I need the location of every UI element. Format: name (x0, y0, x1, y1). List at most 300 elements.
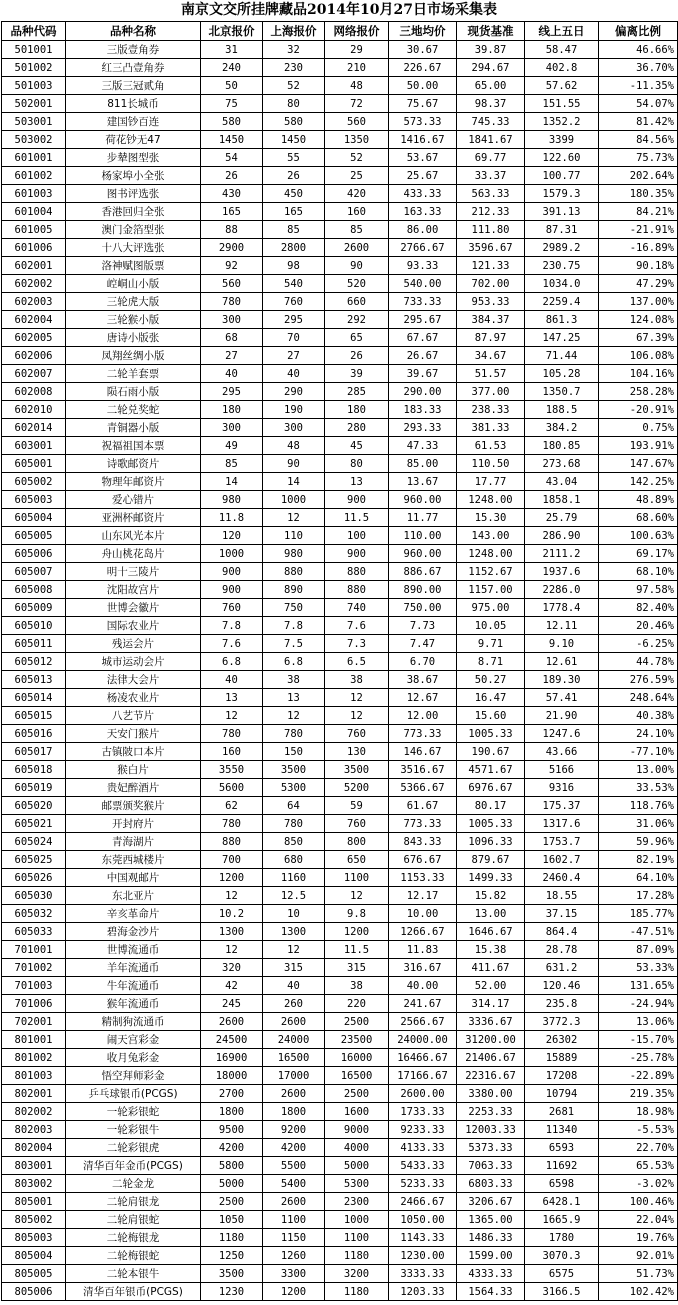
header-beijing-price: 北京报价 (201, 22, 263, 41)
cell-spot-benchmark: 1096.33 (457, 833, 525, 851)
cell-spot-benchmark: 1005.33 (457, 725, 525, 743)
cell-spot-benchmark: 1005.33 (457, 815, 525, 833)
header-spot-benchmark: 现货基准 (457, 22, 525, 41)
cell-code: 605007 (2, 563, 66, 581)
cell-beijing-price: 10.2 (201, 905, 263, 923)
cell-average-price: 40.00 (389, 977, 457, 995)
cell-average-price: 316.67 (389, 959, 457, 977)
cell-five-day-online: 1937.6 (525, 563, 599, 581)
cell-online-price: 11.5 (325, 941, 389, 959)
cell-spot-benchmark: 384.37 (457, 311, 525, 329)
cell-beijing-price: 780 (201, 293, 263, 311)
cell-beijing-price: 54 (201, 149, 263, 167)
cell-spot-benchmark: 563.33 (457, 185, 525, 203)
table-row (2, 527, 678, 545)
cell-deviation-ratio: 68.60% (599, 509, 678, 527)
cell-five-day-online: 1780 (525, 1229, 599, 1247)
cell-code: 602005 (2, 329, 66, 347)
cell-average-price: 676.67 (389, 851, 457, 869)
cell-code: 605016 (2, 725, 66, 743)
table-row (2, 833, 678, 851)
cell-spot-benchmark: 6976.67 (457, 779, 525, 797)
cell-deviation-ratio: 44.78% (599, 653, 678, 671)
cell-online-price: 45 (325, 437, 389, 455)
table-row (2, 509, 678, 527)
cell-code: 605015 (2, 707, 66, 725)
cell-deviation-ratio: -24.94% (599, 995, 678, 1013)
cell-spot-benchmark: 80.17 (457, 797, 525, 815)
cell-beijing-price: 900 (201, 563, 263, 581)
cell-beijing-price: 68 (201, 329, 263, 347)
table-row (2, 41, 678, 59)
cell-name: 一轮彩银牛 (66, 1121, 201, 1139)
cell-deviation-ratio: 104.16% (599, 365, 678, 383)
cell-name: 悟空拜师彩金 (66, 1067, 201, 1085)
cell-code: 601006 (2, 239, 66, 257)
cell-name: 十八大评选张 (66, 239, 201, 257)
cell-average-price: 241.67 (389, 995, 457, 1013)
cell-beijing-price: 49 (201, 437, 263, 455)
cell-spot-benchmark: 1157.00 (457, 581, 525, 599)
table-row (2, 185, 678, 203)
cell-online-price: 520 (325, 275, 389, 293)
cell-code: 605008 (2, 581, 66, 599)
cell-code: 601005 (2, 221, 66, 239)
cell-shanghai-price: 2800 (263, 239, 325, 257)
cell-spot-benchmark: 9.71 (457, 635, 525, 653)
cell-five-day-online: 9.10 (525, 635, 599, 653)
cell-shanghai-price: 2600 (263, 1193, 325, 1211)
cell-average-price: 1153.33 (389, 869, 457, 887)
table-row (2, 797, 678, 815)
cell-deviation-ratio: 102.42% (599, 1283, 678, 1301)
cell-name: 澳门金箔型张 (66, 221, 201, 239)
cell-average-price: 1230.00 (389, 1247, 457, 1265)
cell-deviation-ratio: -5.53% (599, 1121, 678, 1139)
cell-deviation-ratio: 68.10% (599, 563, 678, 581)
cell-average-price: 2766.67 (389, 239, 457, 257)
cell-five-day-online: 120.46 (525, 977, 599, 995)
cell-beijing-price: 300 (201, 311, 263, 329)
cell-name: 建国钞百连 (66, 113, 201, 131)
cell-online-price: 80 (325, 455, 389, 473)
cell-deviation-ratio: 118.76% (599, 797, 678, 815)
cell-five-day-online: 188.5 (525, 401, 599, 419)
cell-beijing-price: 7.6 (201, 635, 263, 653)
cell-average-price: 295.67 (389, 311, 457, 329)
cell-beijing-price: 2500 (201, 1193, 263, 1211)
cell-online-price: 4000 (325, 1139, 389, 1157)
header-shanghai-price: 上海报价 (263, 22, 325, 41)
cell-average-price: 10.00 (389, 905, 457, 923)
cell-name: 古镇陂口本片 (66, 743, 201, 761)
cell-shanghai-price: 2600 (263, 1085, 325, 1103)
cell-code: 805003 (2, 1229, 66, 1247)
cell-online-price: 1180 (325, 1247, 389, 1265)
cell-beijing-price: 3550 (201, 761, 263, 779)
cell-spot-benchmark: 1486.33 (457, 1229, 525, 1247)
cell-name: 二轮兑奖蛇 (66, 401, 201, 419)
cell-average-price: 773.33 (389, 815, 457, 833)
cell-average-price: 85.00 (389, 455, 457, 473)
table-row (2, 617, 678, 635)
cell-average-price: 53.67 (389, 149, 457, 167)
table-row (2, 473, 678, 491)
cell-code: 602007 (2, 365, 66, 383)
cell-shanghai-price: 165 (263, 203, 325, 221)
cell-online-price: 11.5 (325, 509, 389, 527)
cell-name: 一轮彩银蛇 (66, 1103, 201, 1121)
cell-deviation-ratio: -21.91% (599, 221, 678, 239)
cell-five-day-online: 11692 (525, 1157, 599, 1175)
cell-name: 二轮羊套票 (66, 365, 201, 383)
cell-beijing-price: 2700 (201, 1085, 263, 1103)
cell-name: 祝福祖国本票 (66, 437, 201, 455)
cell-name: 二轮金龙 (66, 1175, 201, 1193)
cell-online-price: 12 (325, 887, 389, 905)
cell-average-price: 290.00 (389, 383, 457, 401)
cell-spot-benchmark: 3336.67 (457, 1013, 525, 1031)
cell-average-price: 5433.33 (389, 1157, 457, 1175)
cell-beijing-price: 88 (201, 221, 263, 239)
cell-spot-benchmark: 1365.00 (457, 1211, 525, 1229)
cell-deviation-ratio: 87.09% (599, 941, 678, 959)
cell-shanghai-price: 580 (263, 113, 325, 131)
cell-shanghai-price: 1800 (263, 1103, 325, 1121)
cell-spot-benchmark: 33.37 (457, 167, 525, 185)
cell-five-day-online: 151.55 (525, 95, 599, 113)
cell-spot-benchmark: 3596.67 (457, 239, 525, 257)
cell-name: 青海湖片 (66, 833, 201, 851)
table-row (2, 599, 678, 617)
cell-online-price: 880 (325, 563, 389, 581)
cell-beijing-price: 6.8 (201, 653, 263, 671)
cell-five-day-online: 17208 (525, 1067, 599, 1085)
table-row (2, 1175, 678, 1193)
cell-code: 701002 (2, 959, 66, 977)
header-code: 品种代码 (2, 22, 66, 41)
cell-average-price: 183.33 (389, 401, 457, 419)
cell-beijing-price: 700 (201, 851, 263, 869)
table-row (2, 491, 678, 509)
cell-code: 602001 (2, 257, 66, 275)
cell-code: 701006 (2, 995, 66, 1013)
cell-deviation-ratio: 40.38% (599, 707, 678, 725)
cell-name: 法律大会片 (66, 671, 201, 689)
cell-shanghai-price: 880 (263, 563, 325, 581)
cell-five-day-online: 235.8 (525, 995, 599, 1013)
cell-shanghai-price: 32 (263, 41, 325, 59)
table-row (2, 653, 678, 671)
cell-online-price: 1100 (325, 1229, 389, 1247)
cell-average-price: 843.33 (389, 833, 457, 851)
cell-beijing-price: 40 (201, 671, 263, 689)
cell-shanghai-price: 80 (263, 95, 325, 113)
cell-average-price: 5366.67 (389, 779, 457, 797)
cell-code: 605009 (2, 599, 66, 617)
table-row (2, 707, 678, 725)
cell-five-day-online: 230.75 (525, 257, 599, 275)
cell-average-price: 75.67 (389, 95, 457, 113)
cell-five-day-online: 1247.6 (525, 725, 599, 743)
cell-five-day-online: 105.28 (525, 365, 599, 383)
cell-online-price: 25 (325, 167, 389, 185)
cell-spot-benchmark: 87.97 (457, 329, 525, 347)
cell-spot-benchmark: 39.87 (457, 41, 525, 59)
cell-beijing-price: 430 (201, 185, 263, 203)
cell-beijing-price: 2600 (201, 1013, 263, 1031)
cell-five-day-online: 12.11 (525, 617, 599, 635)
cell-beijing-price: 300 (201, 419, 263, 437)
cell-code: 601002 (2, 167, 66, 185)
cell-online-price: 2600 (325, 239, 389, 257)
cell-deviation-ratio: 67.39% (599, 329, 678, 347)
cell-deviation-ratio: -3.02% (599, 1175, 678, 1193)
cell-average-price: 67.67 (389, 329, 457, 347)
cell-beijing-price: 180 (201, 401, 263, 419)
cell-five-day-online: 43.04 (525, 473, 599, 491)
cell-name: 二轮肩银龙 (66, 1193, 201, 1211)
cell-spot-benchmark: 4571.67 (457, 761, 525, 779)
cell-code: 802002 (2, 1103, 66, 1121)
cell-code: 503002 (2, 131, 66, 149)
cell-name: 辛亥革命片 (66, 905, 201, 923)
cell-beijing-price: 14 (201, 473, 263, 491)
cell-average-price: 890.00 (389, 581, 457, 599)
cell-five-day-online: 1034.0 (525, 275, 599, 293)
cell-five-day-online: 273.68 (525, 455, 599, 473)
table-row (2, 779, 678, 797)
cell-five-day-online: 11340 (525, 1121, 599, 1139)
cell-spot-benchmark: 51.57 (457, 365, 525, 383)
cell-code: 503001 (2, 113, 66, 131)
cell-deviation-ratio: 258.28% (599, 383, 678, 401)
cell-name: 二轮梅银龙 (66, 1229, 201, 1247)
cell-online-price: 650 (325, 851, 389, 869)
cell-shanghai-price: 230 (263, 59, 325, 77)
cell-name: 残运会片 (66, 635, 201, 653)
cell-spot-benchmark: 15.82 (457, 887, 525, 905)
cell-deviation-ratio: -20.91% (599, 401, 678, 419)
cell-online-price: 130 (325, 743, 389, 761)
cell-deviation-ratio: 100.63% (599, 527, 678, 545)
cell-deviation-ratio: 97.58% (599, 581, 678, 599)
cell-five-day-online: 175.37 (525, 797, 599, 815)
cell-shanghai-price: 110 (263, 527, 325, 545)
cell-name: 杨家埠小全张 (66, 167, 201, 185)
cell-average-price: 433.33 (389, 185, 457, 203)
cell-shanghai-price: 38 (263, 671, 325, 689)
cell-five-day-online: 391.13 (525, 203, 599, 221)
cell-shanghai-price: 760 (263, 293, 325, 311)
cell-code: 605018 (2, 761, 66, 779)
table-row (2, 959, 678, 977)
cell-deviation-ratio: 69.17% (599, 545, 678, 563)
cell-spot-benchmark: 1152.67 (457, 563, 525, 581)
table-row (2, 149, 678, 167)
cell-shanghai-price: 1000 (263, 491, 325, 509)
cell-name: 红三凸壹角券 (66, 59, 201, 77)
cell-spot-benchmark: 1841.67 (457, 131, 525, 149)
cell-name: 香港回归全张 (66, 203, 201, 221)
cell-five-day-online: 1602.7 (525, 851, 599, 869)
page-title: 南京文交所挂牌藏品2014年10月27日市场采集表 (181, 2, 497, 18)
cell-online-price: 1100 (325, 869, 389, 887)
cell-five-day-online: 1579.3 (525, 185, 599, 203)
cell-shanghai-price: 24000 (263, 1031, 325, 1049)
cell-online-price: 23500 (325, 1031, 389, 1049)
cell-name: 三版壹角券 (66, 41, 201, 59)
cell-shanghai-price: 5400 (263, 1175, 325, 1193)
cell-name: 811长城币 (66, 95, 201, 113)
table-row (2, 1067, 678, 1085)
cell-average-price: 960.00 (389, 491, 457, 509)
cell-code: 701001 (2, 941, 66, 959)
cell-name: 明十三陵片 (66, 563, 201, 581)
cell-beijing-price: 1180 (201, 1229, 263, 1247)
cell-shanghai-price: 980 (263, 545, 325, 563)
cell-online-price: 2500 (325, 1085, 389, 1103)
cell-average-price: 3516.67 (389, 761, 457, 779)
cell-code: 605010 (2, 617, 66, 635)
cell-online-price: 59 (325, 797, 389, 815)
cell-five-day-online: 100.77 (525, 167, 599, 185)
cell-five-day-online: 1753.7 (525, 833, 599, 851)
cell-spot-benchmark: 879.67 (457, 851, 525, 869)
table-row (2, 293, 678, 311)
cell-five-day-online: 15889 (525, 1049, 599, 1067)
cell-deviation-ratio: 82.40% (599, 599, 678, 617)
cell-name: 山东风光本片 (66, 527, 201, 545)
cell-code: 605024 (2, 833, 66, 851)
cell-spot-benchmark: 34.67 (457, 347, 525, 365)
cell-online-price: 2300 (325, 1193, 389, 1211)
cell-beijing-price: 5000 (201, 1175, 263, 1193)
cell-deviation-ratio: 65.53% (599, 1157, 678, 1175)
table-row (2, 815, 678, 833)
table-row (2, 131, 678, 149)
cell-online-price: 900 (325, 545, 389, 563)
cell-online-price: 760 (325, 725, 389, 743)
cell-average-price: 7.47 (389, 635, 457, 653)
cell-beijing-price: 12 (201, 707, 263, 725)
cell-name: 羊年流通币 (66, 959, 201, 977)
cell-deviation-ratio: 33.53% (599, 779, 678, 797)
cell-five-day-online: 147.25 (525, 329, 599, 347)
cell-average-price: 12.00 (389, 707, 457, 725)
cell-online-price: 880 (325, 581, 389, 599)
table-row (2, 311, 678, 329)
cell-beijing-price: 160 (201, 743, 263, 761)
cell-shanghai-price: 12 (263, 707, 325, 725)
cell-beijing-price: 12 (201, 887, 263, 905)
cell-name: 中国观邮片 (66, 869, 201, 887)
cell-beijing-price: 245 (201, 995, 263, 1013)
table-row (2, 1211, 678, 1229)
cell-deviation-ratio: 81.42% (599, 113, 678, 131)
cell-online-price: 6.5 (325, 653, 389, 671)
cell-online-price: 900 (325, 491, 389, 509)
cell-deviation-ratio: -47.51% (599, 923, 678, 941)
cell-average-price: 13.67 (389, 473, 457, 491)
cell-five-day-online: 3070.3 (525, 1247, 599, 1265)
cell-deviation-ratio: 248.64% (599, 689, 678, 707)
cell-average-price: 960.00 (389, 545, 457, 563)
cell-five-day-online: 6593 (525, 1139, 599, 1157)
cell-code: 605014 (2, 689, 66, 707)
table-row (2, 1247, 678, 1265)
cell-code: 805004 (2, 1247, 66, 1265)
table-row (2, 941, 678, 959)
cell-average-price: 226.67 (389, 59, 457, 77)
cell-online-price: 3200 (325, 1265, 389, 1283)
cell-beijing-price: 1250 (201, 1247, 263, 1265)
cell-shanghai-price: 85 (263, 221, 325, 239)
table-row (2, 455, 678, 473)
cell-spot-benchmark: 1499.33 (457, 869, 525, 887)
cell-five-day-online: 1350.7 (525, 383, 599, 401)
cell-deviation-ratio: 20.46% (599, 617, 678, 635)
cell-spot-benchmark: 1248.00 (457, 491, 525, 509)
cell-shanghai-price: 14 (263, 473, 325, 491)
cell-deviation-ratio: 0.75% (599, 419, 678, 437)
cell-code: 605030 (2, 887, 66, 905)
cell-shanghai-price: 680 (263, 851, 325, 869)
cell-deviation-ratio: -25.78% (599, 1049, 678, 1067)
cell-shanghai-price: 750 (263, 599, 325, 617)
cell-shanghai-price: 16500 (263, 1049, 325, 1067)
cell-deviation-ratio: -16.89% (599, 239, 678, 257)
cell-online-price: 1350 (325, 131, 389, 149)
cell-deviation-ratio: 13.00% (599, 761, 678, 779)
header-online-price: 网络报价 (325, 22, 389, 41)
cell-name: 国际农业片 (66, 617, 201, 635)
cell-spot-benchmark: 6803.33 (457, 1175, 525, 1193)
cell-average-price: 9233.33 (389, 1121, 457, 1139)
table-row (2, 347, 678, 365)
header-name: 品种名称 (66, 22, 201, 41)
cell-online-price: 29 (325, 41, 389, 59)
table-row (2, 581, 678, 599)
cell-name: 牛年流通币 (66, 977, 201, 995)
cell-shanghai-price: 1260 (263, 1247, 325, 1265)
cell-name: 世博流通币 (66, 941, 201, 959)
cell-five-day-online: 189.30 (525, 671, 599, 689)
cell-average-price: 12.67 (389, 689, 457, 707)
cell-average-price: 1203.33 (389, 1283, 457, 1301)
cell-five-day-online: 43.66 (525, 743, 599, 761)
cell-name: 天安门猴片 (66, 725, 201, 743)
cell-online-price: 560 (325, 113, 389, 131)
cell-five-day-online: 384.2 (525, 419, 599, 437)
cell-beijing-price: 880 (201, 833, 263, 851)
cell-deviation-ratio: 92.01% (599, 1247, 678, 1265)
cell-name: 世博会徽片 (66, 599, 201, 617)
cell-spot-benchmark: 52.00 (457, 977, 525, 995)
cell-beijing-price: 1230 (201, 1283, 263, 1301)
cell-average-price: 47.33 (389, 437, 457, 455)
cell-spot-benchmark: 1564.33 (457, 1283, 525, 1301)
cell-deviation-ratio: 54.07% (599, 95, 678, 113)
cell-five-day-online: 2989.2 (525, 239, 599, 257)
table-row (2, 437, 678, 455)
cell-beijing-price: 120 (201, 527, 263, 545)
cell-spot-benchmark: 98.37 (457, 95, 525, 113)
cell-spot-benchmark: 21406.67 (457, 1049, 525, 1067)
cell-deviation-ratio: 137.00% (599, 293, 678, 311)
cell-average-price: 93.33 (389, 257, 457, 275)
cell-spot-benchmark: 13.00 (457, 905, 525, 923)
